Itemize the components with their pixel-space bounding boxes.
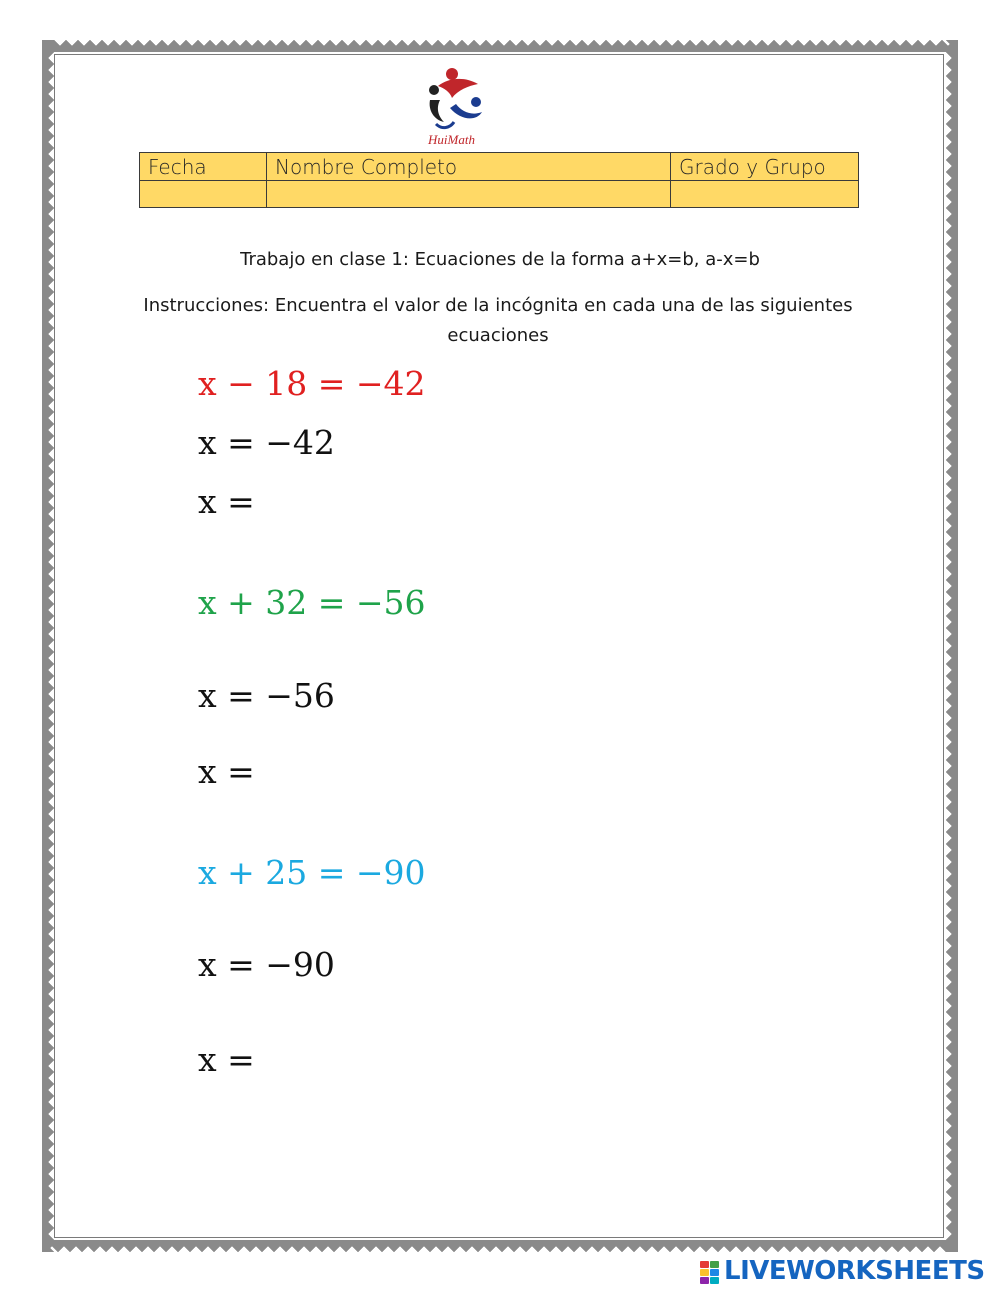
grado-cell[interactable]: [671, 181, 859, 208]
table-input-row: [140, 181, 859, 208]
instructions: Instrucciones: Encuentra el valor de la incógnita en cada una de las siguientes ecuaciones: [143, 295, 853, 346]
liveworksheets-watermark: [700, 1256, 985, 1286]
border-right: [946, 40, 958, 1252]
table-header-row: [140, 153, 859, 181]
watermark-text: LIVEWORKSHEETS: [724, 1256, 985, 1286]
step-2: x = −56: [198, 676, 335, 715]
equation-1: x − 18 = −42: [198, 364, 426, 403]
step-3: x = −90: [198, 945, 335, 984]
equation-3: x + 25 = −90: [198, 853, 426, 892]
border-top: [42, 40, 958, 52]
nombre-cell[interactable]: [267, 181, 671, 208]
border-bottom: [42, 1240, 958, 1252]
step-1: x = −42: [198, 423, 335, 462]
header-grado: Grado y Grupo: [671, 153, 859, 181]
worksheet-title: Trabajo en clase 1: Ecuaciones de la forma a+x=b, a-x=b: [240, 249, 760, 270]
header-fecha: Fecha: [140, 153, 267, 181]
liveworksheets-badge-icon: [700, 1259, 720, 1283]
student-info-table: [139, 152, 859, 208]
header-nombre: Nombre Completo: [267, 153, 671, 181]
answer-line-1[interactable]: x =: [198, 482, 255, 521]
border-left: [42, 40, 54, 1252]
page-inner-frame: [54, 54, 944, 1238]
answer-line-3[interactable]: x =: [198, 1040, 255, 1079]
logo-text: HuiMath: [428, 132, 475, 147]
equation-2: x + 32 = −56: [198, 583, 426, 622]
fecha-cell[interactable]: [140, 181, 267, 208]
answer-line-2[interactable]: x =: [198, 752, 255, 791]
